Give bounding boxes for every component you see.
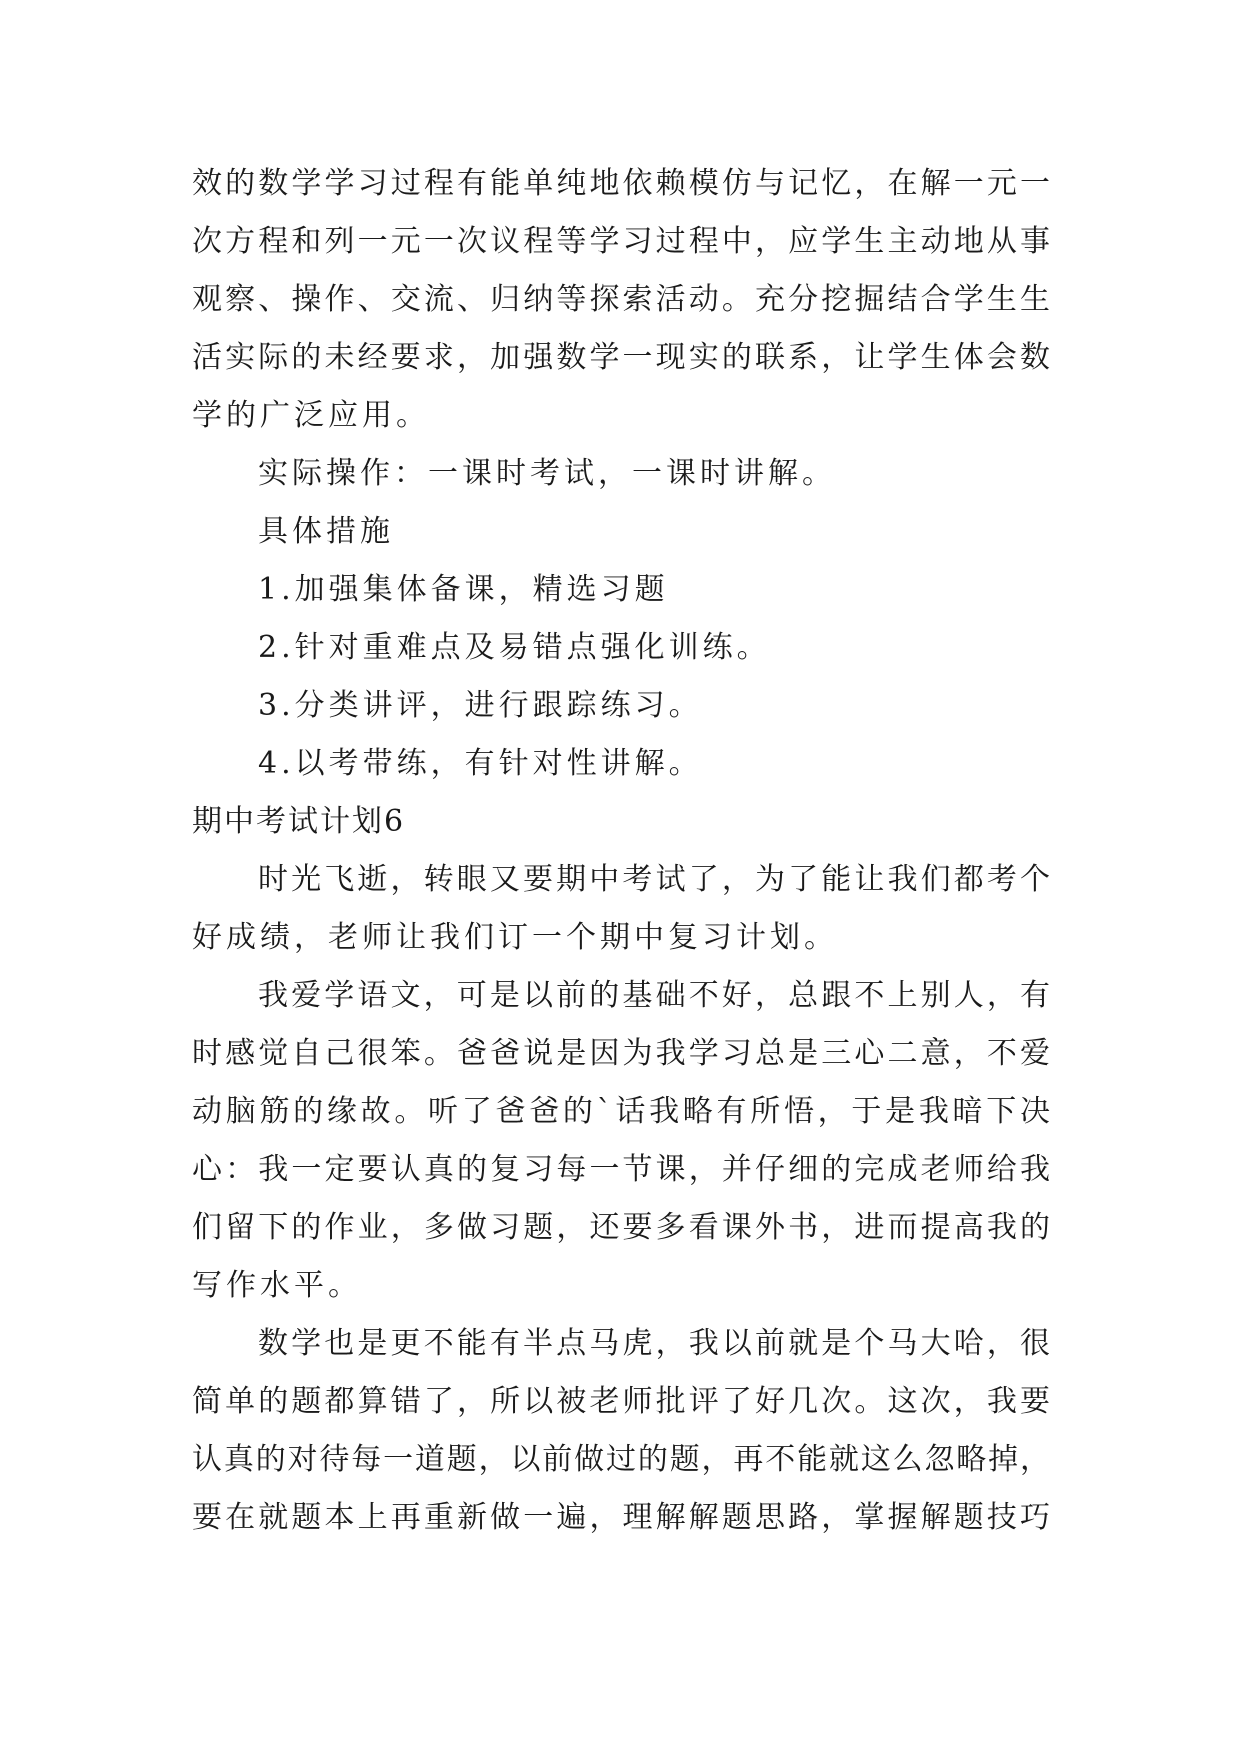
text-line: 学的广泛应用。 — [192, 398, 430, 433]
practice-line: 实际操作：一课时考试，一课时讲解。 — [258, 456, 836, 491]
text-line: 动脑筋的缘故。听了爸爸的`话我略有所悟，于是我暗下决 — [192, 1094, 1050, 1129]
text-line: 要在就题本上再重新做一遍，理解解题思路，掌握解题技巧 — [192, 1500, 1050, 1535]
paragraph-3 — [192, 1315, 1050, 1547]
measure-item: 3.分类讲评，进行跟踪练习。 — [258, 688, 703, 723]
measure-item: 1.加强集体备课，精选习题 — [258, 572, 669, 607]
text-line: 时感觉自己很笨。爸爸说是因为我学习总是三心二意，不爱 — [192, 1036, 1050, 1071]
measures-list — [192, 561, 1050, 793]
text-line: 简单的题都算错了，所以被老师批评了好几次。这次，我要 — [192, 1384, 1050, 1419]
text-line: 活实际的未经要求，加强数学一现实的联系，让学生体会数 — [192, 340, 1050, 375]
text-line: 我爱学语文，可是以前的基础不好，总跟不上别人，有 — [258, 978, 1050, 1013]
text-line: 观察、操作、交流、归纳等探索活动。充分挖掘结合学生生 — [192, 282, 1050, 317]
text-line: 数学也是更不能有半点马虎，我以前就是个马大哈，很 — [258, 1326, 1050, 1361]
measure-item: 4.以考带练，有针对性讲解。 — [258, 746, 703, 781]
measures-title: 具体措施 — [258, 514, 394, 549]
paragraph-2 — [192, 967, 1050, 1315]
paragraph-1 — [192, 851, 1050, 967]
text-line: 次方程和列一元一次议程等学习过程中，应学生主动地从事 — [192, 224, 1050, 259]
document-body — [192, 155, 1050, 1547]
paragraph-intro — [192, 155, 1050, 445]
text-line: 时光飞逝，转眼又要期中考试了，为了能让我们都考个 — [258, 862, 1050, 897]
section-title: 期中考试计划6 — [192, 804, 406, 839]
text-line: 写作水平。 — [192, 1268, 362, 1303]
text-line: 好成绩，老师让我们订一个期中复习计划。 — [192, 920, 838, 955]
text-line: 效的数学学习过程有能单纯地依赖模仿与记忆，在解一元一 — [192, 166, 1050, 201]
text-line: 心：我一定要认真的复习每一节课，并仔细的完成老师给我 — [192, 1152, 1050, 1187]
measure-item: 2.针对重难点及易错点强化训练。 — [258, 630, 771, 665]
text-line: 们留下的作业，多做习题，还要多看课外书，进而提高我的 — [192, 1210, 1050, 1245]
text-line: 认真的对待每一道题，以前做过的题，再不能就这么忽略掉， — [192, 1442, 1050, 1477]
